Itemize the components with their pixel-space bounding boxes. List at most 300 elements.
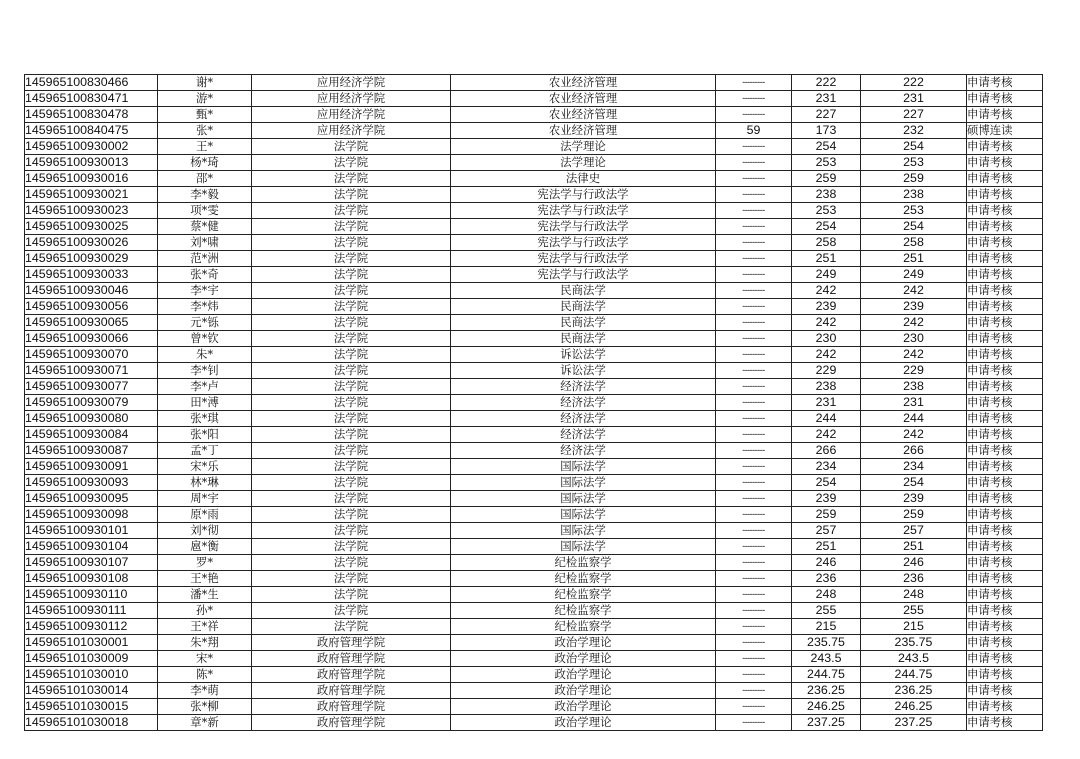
major-name: 经济法学 (451, 395, 716, 411)
college-name: 法学院 (252, 459, 451, 475)
candidate-id: 145965100930098 (25, 507, 158, 523)
admission-status: 申请考核 (967, 587, 1043, 603)
extra-score: --------- (716, 539, 792, 555)
candidate-name: 元*铄 (158, 315, 252, 331)
admission-status: 申请考核 (967, 523, 1043, 539)
exam-score: 254 (792, 139, 861, 155)
admission-status: 申请考核 (967, 187, 1043, 203)
candidate-id: 145965100930016 (25, 171, 158, 187)
candidate-name: 孙* (158, 603, 252, 619)
admission-status: 申请考核 (967, 539, 1043, 555)
extra-score: --------- (716, 475, 792, 491)
major-name: 纪检监察学 (451, 555, 716, 571)
table-row (25, 331, 1043, 347)
candidate-name: 张*阳 (158, 427, 252, 443)
college-name: 法学院 (252, 299, 451, 315)
admission-status: 申请考核 (967, 283, 1043, 299)
admission-status: 申请考核 (967, 555, 1043, 571)
table-row (25, 571, 1043, 587)
college-name: 法学院 (252, 603, 451, 619)
extra-score: --------- (716, 363, 792, 379)
exam-score: 215 (792, 619, 861, 635)
major-name: 民商法学 (451, 283, 716, 299)
admission-status: 申请考核 (967, 571, 1043, 587)
college-name: 法学院 (252, 363, 451, 379)
major-name: 政治学理论 (451, 651, 716, 667)
extra-score: --------- (716, 395, 792, 411)
major-name: 民商法学 (451, 299, 716, 315)
college-name: 法学院 (252, 507, 451, 523)
exam-score: 253 (792, 155, 861, 171)
exam-score: 239 (792, 299, 861, 315)
total-score: 254 (861, 219, 967, 235)
extra-score: --------- (716, 299, 792, 315)
candidate-name: 张*琪 (158, 411, 252, 427)
total-score: 248 (861, 587, 967, 603)
candidate-id: 145965100930095 (25, 491, 158, 507)
table-row (25, 523, 1043, 539)
admission-status: 申请考核 (967, 107, 1043, 123)
total-score: 243.5 (861, 651, 967, 667)
major-name: 宪法学与行政法学 (451, 251, 716, 267)
candidate-name: 王* (158, 139, 252, 155)
candidate-name: 朱*翔 (158, 635, 252, 651)
total-score: 254 (861, 139, 967, 155)
table-row (25, 443, 1043, 459)
candidate-name: 李*宇 (158, 283, 252, 299)
major-name: 经济法学 (451, 427, 716, 443)
extra-score: --------- (716, 91, 792, 107)
table-row (25, 491, 1043, 507)
exam-score: 244 (792, 411, 861, 427)
extra-score: --------- (716, 235, 792, 251)
exam-score: 222 (792, 75, 861, 91)
major-name: 宪法学与行政法学 (451, 219, 716, 235)
candidate-name: 刘*啸 (158, 235, 252, 251)
admission-status: 申请考核 (967, 395, 1043, 411)
college-name: 法学院 (252, 315, 451, 331)
candidate-name: 刘*彻 (158, 523, 252, 539)
table-row (25, 699, 1043, 715)
candidate-id: 145965101030014 (25, 683, 158, 699)
total-score: 257 (861, 523, 967, 539)
total-score: 266 (861, 443, 967, 459)
college-name: 法学院 (252, 587, 451, 603)
extra-score: --------- (716, 379, 792, 395)
college-name: 法学院 (252, 171, 451, 187)
major-name: 诉讼法学 (451, 347, 716, 363)
exam-score: 259 (792, 507, 861, 523)
candidate-id: 145965100930111 (25, 603, 158, 619)
candidate-name: 原*雨 (158, 507, 252, 523)
admission-status: 申请考核 (967, 379, 1043, 395)
candidate-id: 145965100930104 (25, 539, 158, 555)
exam-score: 242 (792, 427, 861, 443)
extra-score: --------- (716, 523, 792, 539)
extra-score: --------- (716, 411, 792, 427)
candidate-id: 145965100930108 (25, 571, 158, 587)
exam-score: 230 (792, 331, 861, 347)
extra-score: --------- (716, 155, 792, 171)
candidate-name: 王*祥 (158, 619, 252, 635)
college-name: 法学院 (252, 523, 451, 539)
candidate-id: 145965100930101 (25, 523, 158, 539)
admission-status: 申请考核 (967, 363, 1043, 379)
exam-score: 231 (792, 395, 861, 411)
college-name: 应用经济学院 (252, 91, 451, 107)
college-name: 法学院 (252, 379, 451, 395)
candidate-name: 李*卢 (158, 379, 252, 395)
major-name: 国际法学 (451, 507, 716, 523)
total-score: 231 (861, 91, 967, 107)
total-score: 255 (861, 603, 967, 619)
candidate-name: 周*宇 (158, 491, 252, 507)
extra-score: --------- (716, 251, 792, 267)
exam-score: 236.25 (792, 683, 861, 699)
extra-score: --------- (716, 587, 792, 603)
exam-score: 248 (792, 587, 861, 603)
total-score: 242 (861, 283, 967, 299)
college-name: 政府管理学院 (252, 699, 451, 715)
candidate-name: 张*奇 (158, 267, 252, 283)
college-name: 法学院 (252, 267, 451, 283)
major-name: 农业经济管理 (451, 107, 716, 123)
table-row (25, 683, 1043, 699)
exam-score: 254 (792, 475, 861, 491)
extra-score: --------- (716, 315, 792, 331)
table-row (25, 75, 1043, 91)
exam-score: 242 (792, 315, 861, 331)
extra-score: --------- (716, 651, 792, 667)
exam-score: 236 (792, 571, 861, 587)
college-name: 政府管理学院 (252, 683, 451, 699)
candidate-id: 145965100930071 (25, 363, 158, 379)
exam-score: 227 (792, 107, 861, 123)
major-name: 经济法学 (451, 379, 716, 395)
college-name: 法学院 (252, 427, 451, 443)
college-name: 法学院 (252, 571, 451, 587)
exam-score: 255 (792, 603, 861, 619)
total-score: 235.75 (861, 635, 967, 651)
exam-score: 249 (792, 267, 861, 283)
extra-score: --------- (716, 555, 792, 571)
college-name: 法学院 (252, 219, 451, 235)
total-score: 242 (861, 315, 967, 331)
major-name: 法学理论 (451, 139, 716, 155)
major-name: 经济法学 (451, 411, 716, 427)
table-row (25, 603, 1043, 619)
table-row (25, 123, 1043, 139)
candidate-name: 田*溥 (158, 395, 252, 411)
candidate-id: 145965100840475 (25, 123, 158, 139)
candidate-name: 李*钊 (158, 363, 252, 379)
table-row (25, 395, 1043, 411)
admission-status: 申请考核 (967, 651, 1043, 667)
total-score: 254 (861, 475, 967, 491)
extra-score: --------- (716, 347, 792, 363)
admission-status: 申请考核 (967, 443, 1043, 459)
table-row (25, 235, 1043, 251)
exam-score: 258 (792, 235, 861, 251)
college-name: 法学院 (252, 539, 451, 555)
exam-score: 173 (792, 123, 861, 139)
extra-score: --------- (716, 427, 792, 443)
exam-score: 238 (792, 379, 861, 395)
college-name: 政府管理学院 (252, 635, 451, 651)
table-row (25, 475, 1043, 491)
candidate-id: 145965101030018 (25, 715, 158, 731)
table-row (25, 315, 1043, 331)
admission-status: 申请考核 (967, 619, 1043, 635)
major-name: 政治学理论 (451, 635, 716, 651)
exam-score: 234 (792, 459, 861, 475)
exam-score: 244.75 (792, 667, 861, 683)
exam-score: 253 (792, 203, 861, 219)
table-row (25, 507, 1043, 523)
candidate-id: 145965100930066 (25, 331, 158, 347)
admission-status: 申请考核 (967, 251, 1043, 267)
admission-status: 申请考核 (967, 411, 1043, 427)
extra-score: --------- (716, 203, 792, 219)
major-name: 法律史 (451, 171, 716, 187)
candidate-name: 李*炜 (158, 299, 252, 315)
admission-status: 申请考核 (967, 139, 1043, 155)
major-name: 宪法学与行政法学 (451, 267, 716, 283)
admission-status: 申请考核 (967, 75, 1043, 91)
table-row (25, 219, 1043, 235)
total-score: 215 (861, 619, 967, 635)
extra-score: --------- (716, 171, 792, 187)
college-name: 法学院 (252, 395, 451, 411)
candidate-id: 145965100930013 (25, 155, 158, 171)
candidate-name: 邵* (158, 171, 252, 187)
total-score: 251 (861, 539, 967, 555)
major-name: 农业经济管理 (451, 75, 716, 91)
candidate-name: 孟*丁 (158, 443, 252, 459)
table-row (25, 651, 1043, 667)
candidate-name: 项*雯 (158, 203, 252, 219)
candidate-name: 李*毅 (158, 187, 252, 203)
exam-score: 242 (792, 347, 861, 363)
major-name: 纪检监察学 (451, 571, 716, 587)
college-name: 法学院 (252, 411, 451, 427)
table-row (25, 587, 1043, 603)
total-score: 222 (861, 75, 967, 91)
major-name: 民商法学 (451, 331, 716, 347)
college-name: 法学院 (252, 443, 451, 459)
candidate-id: 145965100930107 (25, 555, 158, 571)
admission-status: 申请考核 (967, 427, 1043, 443)
exam-score: 238 (792, 187, 861, 203)
exam-score: 231 (792, 91, 861, 107)
major-name: 政治学理论 (451, 715, 716, 731)
candidate-name: 张* (158, 123, 252, 139)
table-row (25, 667, 1043, 683)
candidate-name: 张*柳 (158, 699, 252, 715)
exam-score: 266 (792, 443, 861, 459)
total-score: 246.25 (861, 699, 967, 715)
candidate-id: 145965100830466 (25, 75, 158, 91)
admission-status: 申请考核 (967, 699, 1043, 715)
major-name: 经济法学 (451, 443, 716, 459)
candidate-name: 陈* (158, 667, 252, 683)
major-name: 法学理论 (451, 155, 716, 171)
college-name: 法学院 (252, 347, 451, 363)
college-name: 法学院 (252, 203, 451, 219)
candidate-id: 145965100930112 (25, 619, 158, 635)
exam-score: 229 (792, 363, 861, 379)
candidate-name: 章*新 (158, 715, 252, 731)
exam-score: 242 (792, 283, 861, 299)
table-row (25, 251, 1043, 267)
table-row (25, 171, 1043, 187)
college-name: 法学院 (252, 331, 451, 347)
total-score: 239 (861, 491, 967, 507)
table-row (25, 539, 1043, 555)
candidate-name: 罗* (158, 555, 252, 571)
total-score: 231 (861, 395, 967, 411)
major-name: 农业经济管理 (451, 123, 716, 139)
extra-score: --------- (716, 331, 792, 347)
college-name: 法学院 (252, 251, 451, 267)
extra-score: --------- (716, 491, 792, 507)
exam-score: 251 (792, 251, 861, 267)
candidate-id: 145965100930046 (25, 283, 158, 299)
candidate-id: 145965101030015 (25, 699, 158, 715)
major-name: 政治学理论 (451, 699, 716, 715)
college-name: 法学院 (252, 619, 451, 635)
table-row (25, 203, 1043, 219)
table-row (25, 347, 1043, 363)
admission-status: 申请考核 (967, 235, 1043, 251)
candidate-name: 范*洲 (158, 251, 252, 267)
table-row (25, 267, 1043, 283)
candidate-id: 145965100930065 (25, 315, 158, 331)
extra-score: --------- (716, 667, 792, 683)
extra-score: --------- (716, 283, 792, 299)
exam-score: 246.25 (792, 699, 861, 715)
admission-status: 申请考核 (967, 491, 1043, 507)
candidate-name: 杨*琦 (158, 155, 252, 171)
total-score: 237.25 (861, 715, 967, 731)
table-row (25, 427, 1043, 443)
total-score: 238 (861, 187, 967, 203)
admission-status: 申请考核 (967, 667, 1043, 683)
exam-score: 257 (792, 523, 861, 539)
major-name: 国际法学 (451, 523, 716, 539)
admission-status: 申请考核 (967, 347, 1043, 363)
extra-score: --------- (716, 571, 792, 587)
college-name: 应用经济学院 (252, 75, 451, 91)
candidate-id: 145965100930026 (25, 235, 158, 251)
major-name: 诉讼法学 (451, 363, 716, 379)
total-score: 232 (861, 123, 967, 139)
exam-score: 237.25 (792, 715, 861, 731)
admission-status: 申请考核 (967, 155, 1043, 171)
extra-score: --------- (716, 635, 792, 651)
total-score: 251 (861, 251, 967, 267)
table-row (25, 555, 1043, 571)
candidate-name: 游* (158, 91, 252, 107)
candidate-id: 145965101030001 (25, 635, 158, 651)
table-row (25, 91, 1043, 107)
extra-score: --------- (716, 603, 792, 619)
candidate-name: 李*萌 (158, 683, 252, 699)
exam-score: 246 (792, 555, 861, 571)
major-name: 国际法学 (451, 475, 716, 491)
total-score: 249 (861, 267, 967, 283)
exam-score: 243.5 (792, 651, 861, 667)
table-row (25, 411, 1043, 427)
table-row (25, 107, 1043, 123)
admission-status: 申请考核 (967, 91, 1043, 107)
extra-score: --------- (716, 187, 792, 203)
major-name: 政治学理论 (451, 667, 716, 683)
admission-status: 申请考核 (967, 459, 1043, 475)
table-row (25, 379, 1043, 395)
admission-status: 申请考核 (967, 507, 1043, 523)
college-name: 政府管理学院 (252, 667, 451, 683)
admission-status: 申请考核 (967, 715, 1043, 731)
candidate-name: 甄* (158, 107, 252, 123)
table-row (25, 635, 1043, 651)
admission-status: 申请考核 (967, 171, 1043, 187)
total-score: 244 (861, 411, 967, 427)
candidate-id: 145965100930091 (25, 459, 158, 475)
college-name: 应用经济学院 (252, 107, 451, 123)
total-score: 244.75 (861, 667, 967, 683)
candidate-id: 145965100930025 (25, 219, 158, 235)
table-body (25, 75, 1043, 731)
college-name: 政府管理学院 (252, 651, 451, 667)
candidate-name: 宋*乐 (158, 459, 252, 475)
college-name: 法学院 (252, 187, 451, 203)
major-name: 国际法学 (451, 459, 716, 475)
candidate-id: 145965100930110 (25, 587, 158, 603)
candidate-id: 145965100930021 (25, 187, 158, 203)
college-name: 法学院 (252, 235, 451, 251)
major-name: 政治学理论 (451, 683, 716, 699)
table-row (25, 459, 1043, 475)
candidate-id: 145965100930084 (25, 427, 158, 443)
candidate-name: 林*琳 (158, 475, 252, 491)
college-name: 政府管理学院 (252, 715, 451, 731)
major-name: 纪检监察学 (451, 619, 716, 635)
admission-status: 硕博连读 (967, 123, 1043, 139)
exam-score: 235.75 (792, 635, 861, 651)
candidate-id: 145965100930070 (25, 347, 158, 363)
table-row (25, 299, 1043, 315)
candidate-id: 145965100930079 (25, 395, 158, 411)
candidate-id: 145965100930056 (25, 299, 158, 315)
admission-status: 申请考核 (967, 603, 1043, 619)
total-score: 227 (861, 107, 967, 123)
major-name: 宪法学与行政法学 (451, 203, 716, 219)
extra-score: --------- (716, 75, 792, 91)
major-name: 纪检监察学 (451, 603, 716, 619)
extra-score: --------- (716, 459, 792, 475)
candidate-name: 谢* (158, 75, 252, 91)
major-name: 农业经济管理 (451, 91, 716, 107)
candidate-id: 145965101030010 (25, 667, 158, 683)
exam-score: 239 (792, 491, 861, 507)
exam-score: 251 (792, 539, 861, 555)
admission-status: 申请考核 (967, 475, 1043, 491)
admission-status: 申请考核 (967, 299, 1043, 315)
admission-status: 申请考核 (967, 683, 1043, 699)
candidate-name: 王*艳 (158, 571, 252, 587)
total-score: 236 (861, 571, 967, 587)
